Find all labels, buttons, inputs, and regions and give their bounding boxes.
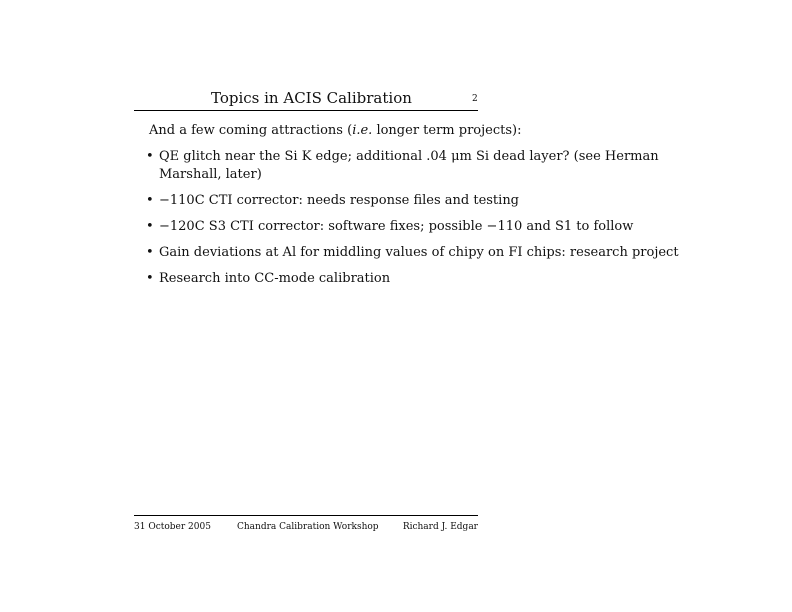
intro-text	[149, 122, 685, 140]
slide-title: Topics in ACIS Calibration	[211, 89, 412, 107]
bullet-item: • Gain deviations at Al for middling values of chipy on FI chips: research project	[145, 244, 685, 262]
footer-date: 31 October 2005	[134, 522, 211, 532]
bullet-item: • −110C CTI corrector: needs response files and testing	[145, 192, 685, 210]
slide-content	[145, 122, 685, 296]
intro-after: longer term projects):	[372, 123, 522, 138]
footer-workshop: Chandra Calibration Workshop	[237, 522, 379, 532]
intro-emphasis: i.e.	[352, 123, 373, 138]
footer-author: Richard J. Edgar	[402, 522, 478, 532]
intro-before: And a few coming attractions (	[149, 123, 353, 138]
bullet-item: • QE glitch near the Si K edge; additional .04 μm Si dead layer? (see Herman Marshall, later)	[145, 148, 685, 184]
bullet-item: • −120C S3 CTI corrector: software fixes; possible −110 and S1 to follow	[145, 218, 685, 236]
slide-footer	[134, 515, 478, 532]
bullet-list	[145, 148, 685, 288]
page-number: 2	[472, 94, 478, 104]
bullet-item: • Research into CC-mode calibration	[145, 270, 685, 288]
slide-header	[134, 88, 478, 111]
